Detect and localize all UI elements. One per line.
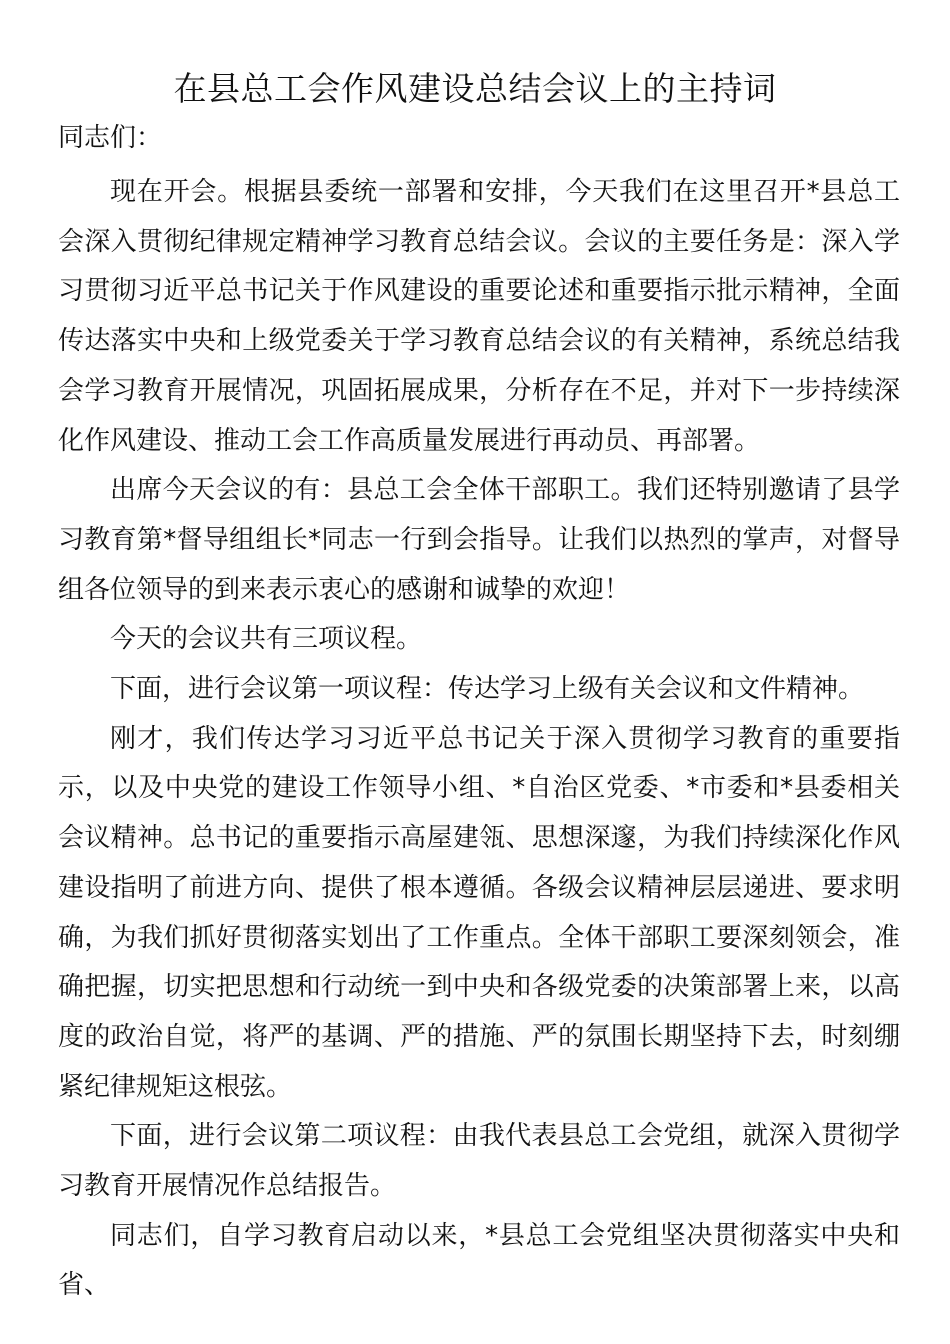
document-title: 在县总工会作风建设总结会议上的主持词 bbox=[173, 69, 777, 108]
paragraph: 出席今天会议的有：县总工会全体干部职工。我们还特别邀请了县学习教育第*督导组组长*同志一行到会指导。让我们以热烈的掌声，对督导组各位领导的到来表示衷心的感谢和诚挚的欢迎！ bbox=[58, 475, 900, 605]
document-body bbox=[58, 168, 900, 1311]
paragraph: 现在开会。根据县委统一部署和安排，今天我们在这里召开*县总工会深入贯彻纪律规定精神学习教育总结会议。会议的主要任务是：深入学习贯彻习近平总书记关于作风建设的重要论述和重要指示批示精神，全面传达落实中央和上级党委关于学习教育总结会议的有关精神，系统总结我会学习教育开展情况，巩固拓展成果，分析存在不足，并对下一步持续深化作风建设、推动工会工作高质量发展进行再动员、再部署。 bbox=[58, 177, 900, 456]
paragraph: 今天的会议共有三项议程。 bbox=[110, 624, 423, 655]
salutation: 同志们： bbox=[58, 123, 163, 153]
paragraph: 刚才，我们传达学习习近平总书记关于深入贯彻学习教育的重要指示，以及中央党的建设工作领导小组、*自治区党委、*市委和*县委相关会议精神。总书记的重要指示高屋建瓴、思想深邃，为我们持续深化作风建设指明了前进方向、提供了根本遵循。各级会议精神层层递进、要求明确，为我们抓好贯彻落实划出了工作重点。全体干部职工要深刻领会，准确把握，切实把思想和行动统一到中央和各级党委的决策部署上来，以高度的政治自觉，将严的基调、严的措施、严的氛围长期坚持下去，时刻绷紧纪律规矩这根弦。 bbox=[58, 723, 900, 1102]
paragraph: 下面，进行会议第二项议程：由我代表县总工会党组，就深入贯彻学习教育开展情况作总结报告。 bbox=[58, 1121, 900, 1202]
paragraph: 下面，进行会议第一项议程：传达学习上级有关会议和文件精神。 bbox=[110, 674, 865, 705]
paragraph: 同志们，自学习教育启动以来，*县总工会党组坚决贯彻落实中央和省、 bbox=[58, 1220, 900, 1301]
